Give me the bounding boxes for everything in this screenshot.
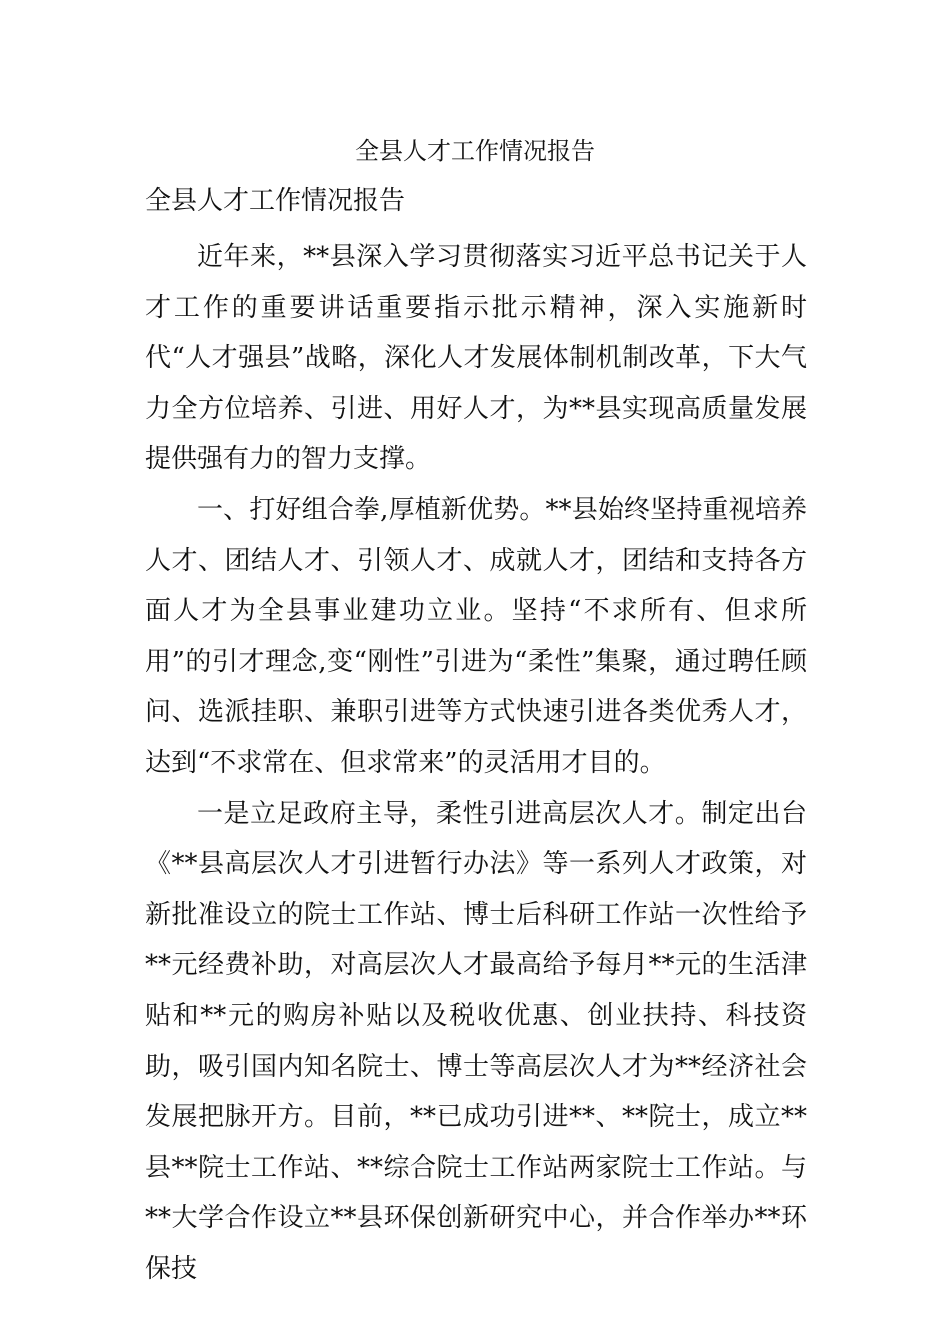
paragraph-point-one: 一是立足政府主导，柔性引进高层次人才。制定出台《**县高层次人才引进暂行办法》等一系列人才政策，对新批准设立的院士工作站、博士后科研工作站一次性给予**元经费补助，对高层次人才最高给予每月**元的生活津贴和**元的购房补贴以及税收优惠、创业扶持、科技资助，吸引国内知名院士、博士等高层次人才为**经济社会发展把脉开方。目前，**已成功引进**、**院士，成立**县**院士工作站、**综合院士工作站两家院士工作站。与**大学合作设立**县环保创新研究中心，并合作举办**环保技: [145, 798, 807, 1284]
paragraph-intro: 近年来，**县深入学习贯彻落实习近平总书记关于人才工作的重要讲话重要指示批示精神，深入实施新时代“人才强县”战略，深化人才发展体制机制改革，下大气力全方位培养、引进、用好人才，为**县实现高质量发展提供强有力的智力支撑。: [145, 242, 807, 475]
document-body: [145, 232, 807, 1294]
document-subtitle: 全县人才工作情况报告: [145, 186, 406, 216]
paragraph-section-one: 一、打好组合拳,厚植新优势。**县始终坚持重视培养人才、团结人才、引领人才、成就人才，团结和支持各方面人才为全县事业建功立业。坚持“不求所有、但求所用”的引才理念,变“刚性”引进为“柔性”集聚，通过聘任顾问、选派挂职、兼职引进等方式快速引进各类优秀人才，达到“不求常在、但求常来”的灵活用才目的。: [145, 494, 807, 778]
document-title: 全县人才工作情况报告: [355, 137, 595, 165]
